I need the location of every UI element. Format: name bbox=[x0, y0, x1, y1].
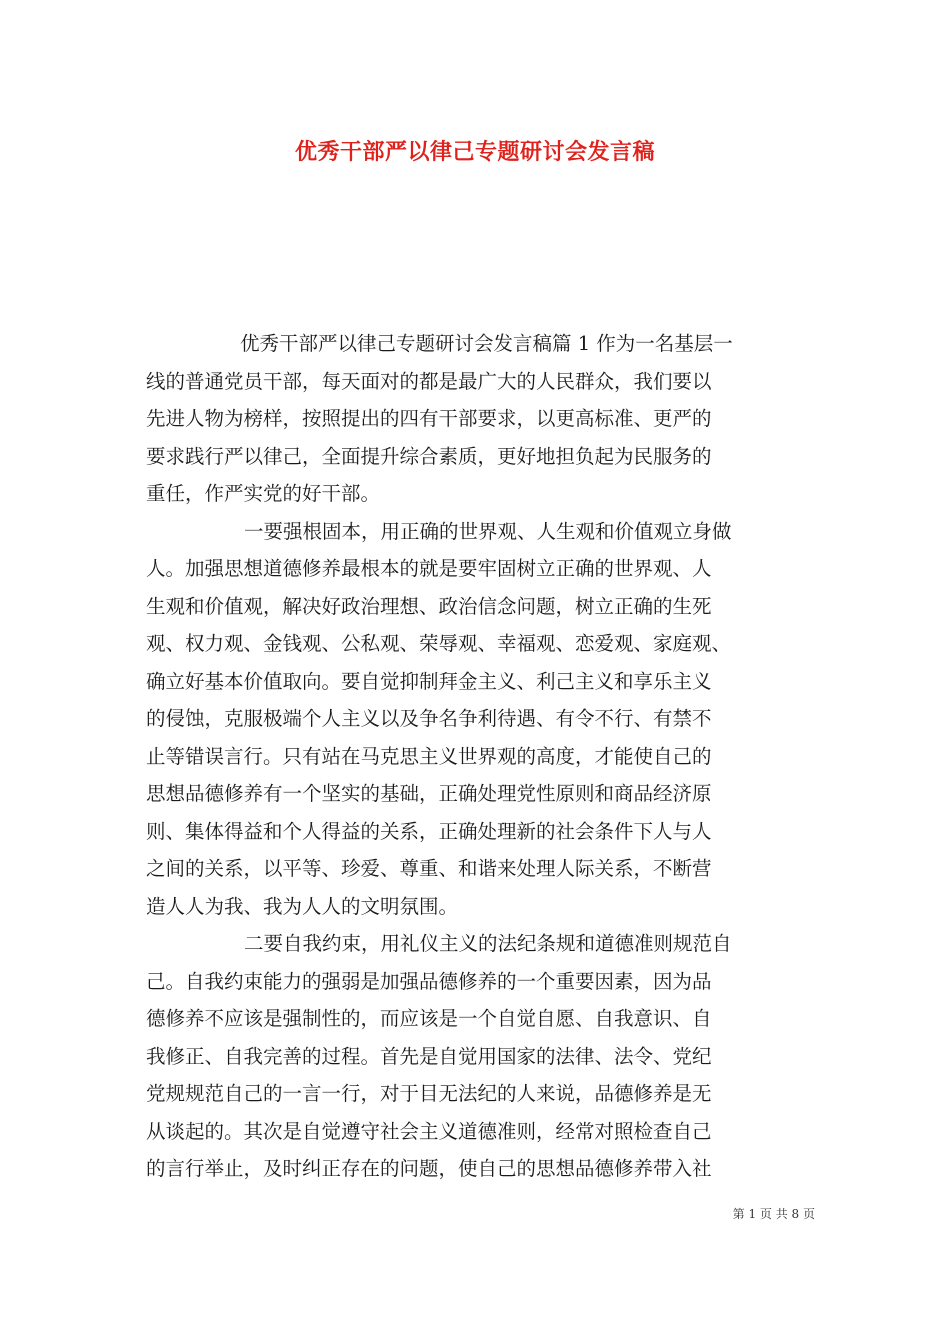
page-number-footer: 第 1 页 共 8 页 bbox=[732, 1207, 815, 1221]
paragraph-1 bbox=[146, 325, 818, 513]
text-line: 二要自我约束，用礼仪主义的法纪条规和道德准则规范自 bbox=[244, 932, 732, 955]
text-line: 己。自我约束能力的强弱是加强品德修养的一个重要因素，因为品 bbox=[146, 969, 712, 993]
text-line: 要求践行严以律己，全面提升综合素质，更好地担负起为民服务的 bbox=[146, 444, 712, 468]
text-line: 先进人物为榜样，按照提出的四有干部要求，以更高标准、更严的 bbox=[146, 407, 712, 430]
text-line: 德修养不应该是强制性的，而应该是一个自觉自愿、自我意识、自 bbox=[146, 1007, 712, 1030]
document-title: 优秀干部严以律己专题研讨会发言稿 bbox=[294, 139, 655, 165]
text-line: 确立好基本价值取向。要自觉抑制拜金主义、利己主义和享乐主义 bbox=[146, 669, 712, 693]
paragraph-3 bbox=[146, 925, 818, 1188]
text-line: 党规规范自己的一言一行，对于目无法纪的人来说，品德修养是无 bbox=[146, 1082, 712, 1105]
text-line: 从谈起的。其次是自觉遵守社会主义道德准则，经常对照检查自己 bbox=[146, 1119, 712, 1143]
text-line: 重任，作严实党的好干部。 bbox=[146, 482, 381, 505]
text-line: 一要强根固本，用正确的世界观、人生观和价值观立身做 bbox=[244, 519, 732, 543]
text-line: 的言行举止，及时纠正存在的问题，使自己的思想品德修养带入社 bbox=[146, 1157, 712, 1180]
text-line: 生观和价值观，解决好政治理想、政治信念问题，树立正确的生死 bbox=[146, 594, 712, 618]
text-line: 止等错误言行。只有站在马克思主义世界观的高度，才能使自己的 bbox=[146, 744, 712, 768]
text-line: 造人人为我、我为人人的文明氛围。 bbox=[146, 894, 459, 918]
paragraph-2 bbox=[146, 513, 818, 926]
text-line: 人。加强思想道德修养最根本的就是要牢固树立正确的世界观、人 bbox=[146, 557, 712, 580]
text-line: 我修正、自我完善的过程。首先是自觉用国家的法律、法令、党纪 bbox=[146, 1044, 712, 1068]
text-line: 观、权力观、金钱观、公私观、荣辱观、幸福观、恋爱观、家庭观、 bbox=[146, 632, 732, 655]
text-line: 优秀干部严以律己专题研讨会发言稿篇 1 作为一名基层一 bbox=[240, 332, 733, 355]
text-line: 的侵蚀，克服极端个人主义以及争名争利待遇、有令不行、有禁不 bbox=[146, 707, 712, 730]
text-line: 则、集体得益和个人得益的关系，正确处理新的社会条件下人与人 bbox=[146, 819, 712, 843]
text-line: 思想品德修养有一个坚实的基础，正确处理党性原则和商品经济原 bbox=[146, 782, 712, 805]
text-line: 之间的关系，以平等、珍爱、尊重、和谐来处理人际关系，不断营 bbox=[146, 857, 712, 880]
text-line: 线的普通党员干部，每天面对的都是最广大的人民群众，我们要以 bbox=[146, 369, 712, 393]
document-body bbox=[146, 325, 818, 1188]
